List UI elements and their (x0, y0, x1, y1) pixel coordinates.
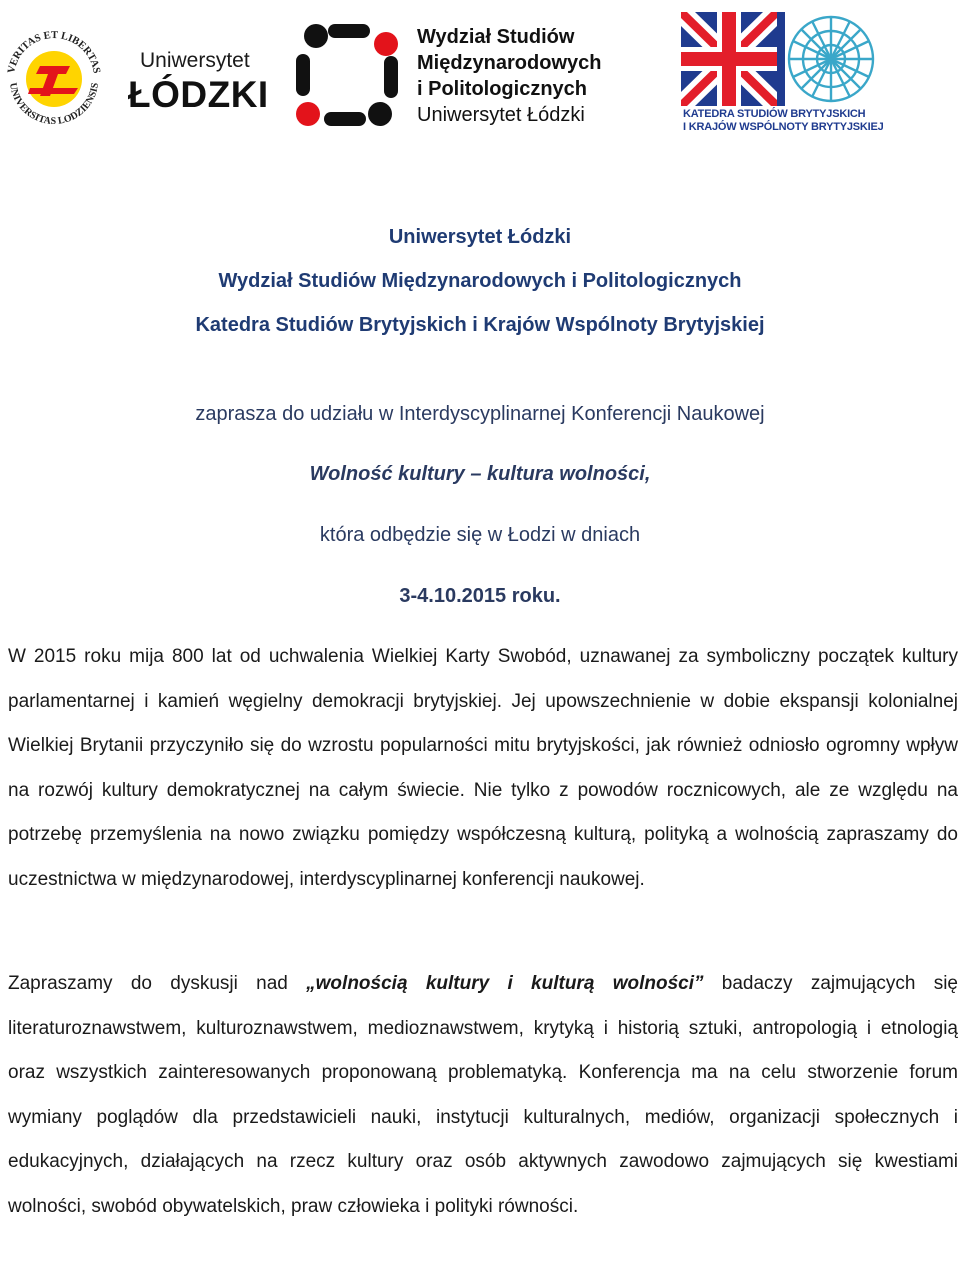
paragraph-invitation-rest: badaczy zajmujących się literaturoznawstwem, kulturoznawstwem, medioznawstwem, krytyką i historią sztuki, antropologią i etnologią oraz wszystkich zainteresowanych proponowaną problematyką. Konferencja ma na celu stworzenie forum wymiany poglądów dla przedstawicieli nauki, instytucji kulturalnych, mediów, organizacji społecznych i edukacyjnych, działających na rzecz kultury oraz osób aktywnych zawodowo zajmujących się kwestiami wolności, swobód obywatelskich, praw człowieka i polityki równości. (8, 973, 958, 1217)
logo-katedra (681, 12, 883, 138)
paragraph-invitation-start: Zapraszamy do dyskusji nad (8, 973, 307, 994)
paragraph-invitation-emphasis: „wolnością kultury i kulturą wolności” (306, 973, 704, 994)
logo-uniwersytet-lodzki (0, 22, 269, 132)
wsmip-line3: i Politologicznych (417, 78, 588, 100)
wsmip-line1: Wydział Studiów (417, 26, 575, 48)
ul-logo-word2: ŁÓDZKI (128, 74, 269, 115)
header-faculty: Wydział Studiów Międzynarodowych i Politologicznych (218, 270, 742, 292)
conference-date: 3-4.10.2015 roku. (399, 585, 561, 607)
katedra-logo-line2: I KRAJÓW WSPÓLNOTY BRYTYJSKIEJ (683, 121, 884, 133)
seal-motto-top: VERITAS ET LIBERTAS (6, 29, 102, 75)
logo-wsmip (296, 18, 626, 133)
location-line: która odbędzie się w Łodzi w dniach (319, 524, 641, 546)
wsmip-line2: Międzynarodowych (417, 52, 602, 74)
header-university: Uniwersytet Łódzki (388, 226, 572, 248)
wsmip-line4: Uniwersytet Łódzki (417, 104, 585, 126)
conference-title: Wolność kultury – kultura wolności, (309, 463, 651, 485)
university-seal-icon (0, 22, 108, 130)
seal-motto-bottom: UNIVERSITAS LODZIENSIS (7, 82, 101, 128)
faculty-mark-icon (296, 24, 398, 126)
header-department: Katedra Studiów Brytyjskich i Krajów Wspólnoty Brytyjskiej (195, 314, 765, 336)
invite-line: zaprasza do udziału w Interdyscyplinarnej Konferencji Naukowej (195, 403, 765, 425)
ul-logo-word1: Uniwersytet (140, 49, 250, 72)
paragraph-intro: W 2015 roku mija 800 lat od uchwalenia Wielkiej Karty Swobód, uznawanej za symboliczny początek kultury parlamentarnej i kamień węgielny demokracji brytyjskiej. Jej upowszechnienie w dobie ekspansji kolonialnej Wielkiej Brytanii przyczyniło się do wzrostu popularności mitu brytyjskości, jak również odniosło ogromny wpływ na rozwój kultury demokratycznej na całym świecie. Nie tylko z powodów rocznicowych, ale ze względu na potrzebę przemyślenia na nowo związku pomiędzy współczesną kulturą, polityką a wolnością zapraszamy do uczestnictwa w międzynarodowej, interdyscyplinarnej konferencji naukowej. (8, 646, 958, 890)
katedra-logo-line1: KATEDRA STUDIÓW BRYTYJSKICH (683, 108, 866, 120)
paragraph-invitation (8, 962, 958, 1229)
union-jack-globe-icon (681, 12, 881, 106)
